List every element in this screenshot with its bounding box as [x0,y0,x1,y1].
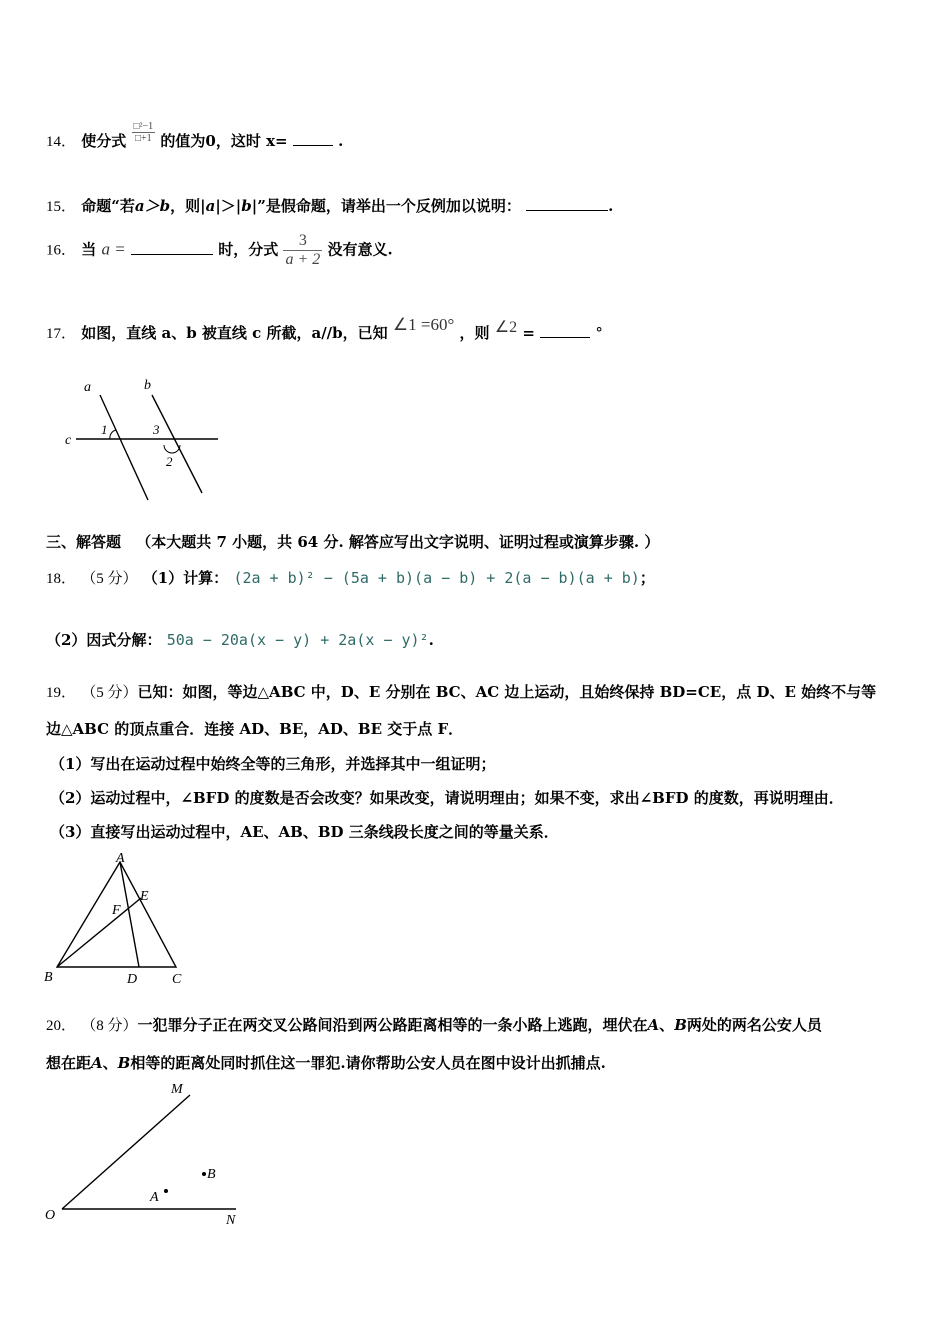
question-20-line-2: 想在距A、B相等的距离处同时抓住这一罪犯.请你帮助公安人员在图中设计出抓捕点. [46,1054,606,1072]
label-b: b [144,378,151,393]
label-E: E [140,889,149,904]
question-number: 14． [46,134,77,150]
fraction: $\frac{3}{a + 2}$ [285,232,321,268]
question-19: 19． （5 分）已知：如图，等边△ABC 中，D、E 分别在 BC、AC 边上运动，且始终保持 BD=CE，点 D、E 始终不与等 [46,683,877,701]
question-19-sub-1: （1）写出在运动过程中始终全等的三角形，并选择其中一组证明； [50,755,496,773]
question-number: 16． [46,242,77,259]
section-title: 三、解答题 [46,533,122,551]
math-expression: (2a + b)² − (5a + b)(a − b) + 2(a − b)(a + b) [233,569,640,587]
question-19-line-2: 边△ABC 的顶点重合．连接 AD、BE，AD、BE 交于点 F． [46,720,464,738]
fraction: $\frac{\text{□²−1}}{□+1}$ [133,120,154,144]
line-a [100,395,148,500]
line-b [152,395,202,493]
point-B [202,1172,206,1176]
parallel-lines-figure [60,375,230,505]
question-text: 的值为0，这时 x= [160,132,288,150]
question-number: 15． [46,199,77,215]
angle-figure [40,1075,260,1235]
section-note: （本大题共 7 小题，共 64 分. 解答应写出文字说明、证明过程或演算步骤. ） [136,533,660,551]
question-text: 使分式 [81,132,127,150]
label-2: 2 [166,454,173,469]
question-17: 17． 如图，直线 a、b 被直线 c 所截，a//b，已知 ∠1 =60° ，则 ∠2 = ° [46,315,603,342]
label-B: B [207,1167,216,1182]
label-D: D [127,972,138,987]
label-a: a [84,380,91,395]
label-N: N [226,1213,236,1228]
answer-blank[interactable] [131,240,213,255]
question-18: 18． （5 分） （1）计算： (2a + b)² − (5a + b)(a − b) + 2(a − b)(a + b)； [46,569,655,587]
answer-blank[interactable] [526,196,608,211]
label-1: 1 [101,422,108,437]
angle-1-arc [110,430,116,439]
ray-om [62,1095,190,1209]
label-M: M [171,1082,183,1097]
question-14: 14． 使分式 $\frac{\text{□²−1}}{□+1}$ 的值为0，这时 x= . [46,120,344,150]
segment-ad [120,862,139,967]
question-20: 20． （8 分）一犯罪分子正在两交叉公路间沿到两公路距离相等的一条小路上逃跑，埋伏在A、B两处的两名公安人员 [46,1016,822,1034]
question-15: 15． 命题“若a＞b，则|a|＞|b|”是假命题，请举出一个反例加以说明： . [46,197,614,215]
section-header [46,531,659,552]
question-number: 17． [46,326,77,342]
question-16: 16． 当 a = 时，分式 $\frac{3}{a + 2}$ 没有意义. [46,232,393,268]
label-A: A [150,1190,159,1205]
question-number: 18． [46,571,77,587]
label-3: 3 [153,422,160,437]
question-19-sub-2: （2）运动过程中，∠BFD 的度数是否会改变？如果改变，请说明理由；如果不变，求出∠BFD 的度数，再说明理由． [50,789,844,807]
label-F: F [112,903,121,918]
label-B: B [44,970,53,985]
answer-blank[interactable] [293,131,333,146]
answer-blank[interactable] [540,323,590,338]
label-A: A [116,851,125,866]
question-number: 19． [46,685,77,701]
point-A [164,1189,168,1193]
label-c: c [65,433,72,448]
question-19-sub-3: （3）直接写出运动过程中，AE、AB、BD 三条线段长度之间的等量关系． [50,823,559,841]
segment-be [57,898,141,967]
label-C: C [172,972,182,987]
label-O: O [45,1208,56,1223]
math-expression: 50a − 20a(x − y) + 2a(x − y)² [166,631,429,649]
question-number: 20． [46,1018,77,1034]
question-18-part-2: （2）因式分解： 50a − 20a(x − y) + 2a(x − y)². [46,631,434,649]
triangle-figure [40,848,200,988]
